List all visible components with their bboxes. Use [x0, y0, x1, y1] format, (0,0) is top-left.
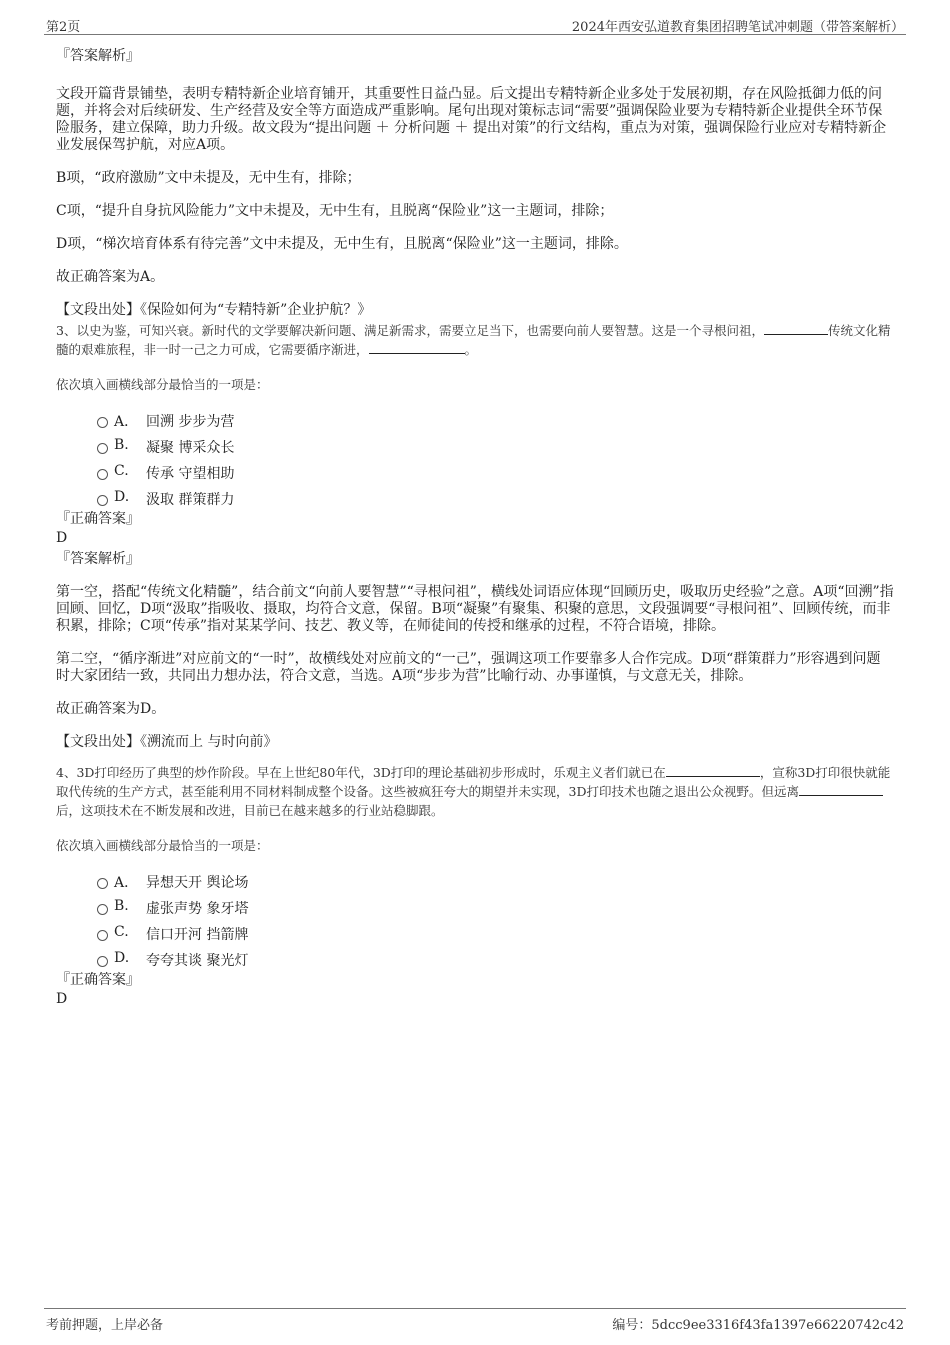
option-d[interactable]: D. 夸夸其谈 聚光灯	[56, 946, 894, 972]
analysis-conclusion: 故正确答案为D。	[56, 701, 166, 717]
footer-slogan: 考前押题，上岸必备	[46, 1318, 164, 1333]
option-list	[56, 407, 894, 511]
option-b[interactable]: B. 凝聚 博采众长	[56, 433, 894, 459]
radio-icon[interactable]	[97, 956, 108, 967]
analysis-option-d: D项，“梯次培育体系有待完善”文中未提及，无中生有，且脱离“保险业”这一主题词，排除。	[56, 236, 628, 252]
option-b[interactable]: B. 虚张声势 象牙塔	[56, 894, 894, 920]
analysis-paragraph-1: 第一空，搭配“传统文化精髓”，结合前文“向前人要智慧”“寻根问祖”，横线处词语应体现“回顾历史，吸取历史经验”之意。A项“回溯”指回顾、回忆，D项“汲取”指吸收、摄取，均符合文意，保留。B项“凝聚”有聚集、积聚的意思，文段强调要“寻根问祖”、回顾传统，而非积累，排除；C项“传承”指对某某学问、技艺、教义等，在师徒间的传授和继承的过程，不符合语境，排除。	[56, 584, 894, 634]
page-number: 第2页	[46, 20, 81, 35]
analysis-conclusion: 故正确答案为A。	[56, 269, 165, 285]
option-c[interactable]: C. 信口开河 挡箭牌	[56, 920, 894, 946]
analysis-label: 『答案解析』	[56, 48, 140, 64]
option-a[interactable]: A． 回溯 步步为营	[56, 407, 894, 433]
page-header	[44, 14, 906, 35]
option-c[interactable]: C. 传承 守望相助	[56, 459, 894, 485]
radio-icon[interactable]	[97, 904, 108, 915]
analysis-paragraph: 文段开篇背景铺垫，表明专精特新企业培育铺开，其重要性日益凸显。后文提出专精特新企业多处于发展初期，存在风险抵御力低的问题，并将会对后续研发、生产经营及安全等方面造成严重影响。尾句出现对策标志词“需要”强调保险业要为专精特新企业提供全环节保险服务，建立保障，助力升级。故文段为“提出问题 ＋ 分析问题 ＋ 提出对策”的行文结构，重点为对策，强调保险行业应对专精特新企业发展保驾护航，对应A项。	[56, 86, 887, 153]
analysis-label: 『答案解析』	[56, 551, 140, 567]
question-prompt: 依次填入画横线部分最恰当的一项是：	[56, 377, 269, 392]
analysis-option-c: C项，“提升自身抗风险能力”文中未提及，无中生有，且脱离“保险业”这一主题词，排除；	[56, 203, 614, 219]
question-prompt: 依次填入画横线部分最恰当的一项是：	[56, 838, 269, 853]
radio-icon[interactable]	[97, 495, 108, 506]
radio-icon[interactable]	[97, 469, 108, 480]
document-title: 2024年西安弘道教育集团招聘笔试冲刺题（带答案解析）	[571, 20, 904, 35]
option-a[interactable]: A． 异想天开 舆论场	[56, 868, 894, 894]
question-3-text: 3、以史为鉴，可知兴衰。新时代的文学要解决新问题、满足新需求，需要立足当下，也需要向前人要智慧。这是一个寻根问祖， 传统文化精髓的艰难旅程，非一时一己之力可成，它需要循序渐进， 。	[56, 323, 891, 357]
blank-2	[369, 340, 465, 354]
passage-source: 【文段出处】《溯流而上 与时向前》	[56, 734, 278, 750]
correct-answer-label: 『正确答案』	[56, 511, 140, 527]
correct-answer-label: 『正确答案』	[56, 972, 140, 988]
page-footer	[44, 1308, 906, 1331]
option-d[interactable]: D. 汲取 群策群力	[56, 485, 894, 511]
question-4-text: 4、3D打印经历了典型的炒作阶段。早在上世纪80年代，3D打印的理论基础初步形成时，乐观主义者们就已在 ，宣称3D打印很快就能取代传统的生产方式，甚至能利用不同材料制成整个设备。这些被疯狂夸大的期望并未实现，3D打印技术也随之退出公众视野。但远离后，这项技术在不断发展和改进，目前已在越来越多的行业站稳脚跟。	[56, 765, 891, 818]
blank-2	[799, 782, 883, 796]
passage-source: 【文段出处】《保险如何为“专精特新”企业护航？》	[56, 302, 372, 318]
radio-icon[interactable]	[97, 443, 108, 454]
correct-answer: D	[56, 991, 68, 1007]
correct-answer: D	[56, 530, 68, 546]
page-content	[56, 44, 894, 1008]
document-id: 编号：5dcc9ee3316f43fa1397e66220742c42	[612, 1318, 904, 1333]
analysis-paragraph-2: 第二空，“循序渐进”对应前文的“一时”，故横线处对应前文的“一己”，强调这项工作要靠多人合作完成。D项“群策群力”形容遇到问题时大家团结一致，共同出力想办法，符合文意，当选。A项“步步为营”比喻行动、办事谨慎，与文意无关，排除。	[56, 651, 881, 684]
blank-1	[666, 763, 760, 777]
blank-1	[764, 321, 828, 335]
radio-icon[interactable]	[97, 930, 108, 941]
radio-icon[interactable]	[97, 878, 108, 889]
analysis-option-b: B项，“政府激励”文中未提及，无中生有，排除；	[56, 170, 361, 186]
radio-icon[interactable]	[97, 417, 108, 428]
option-list	[56, 868, 894, 972]
